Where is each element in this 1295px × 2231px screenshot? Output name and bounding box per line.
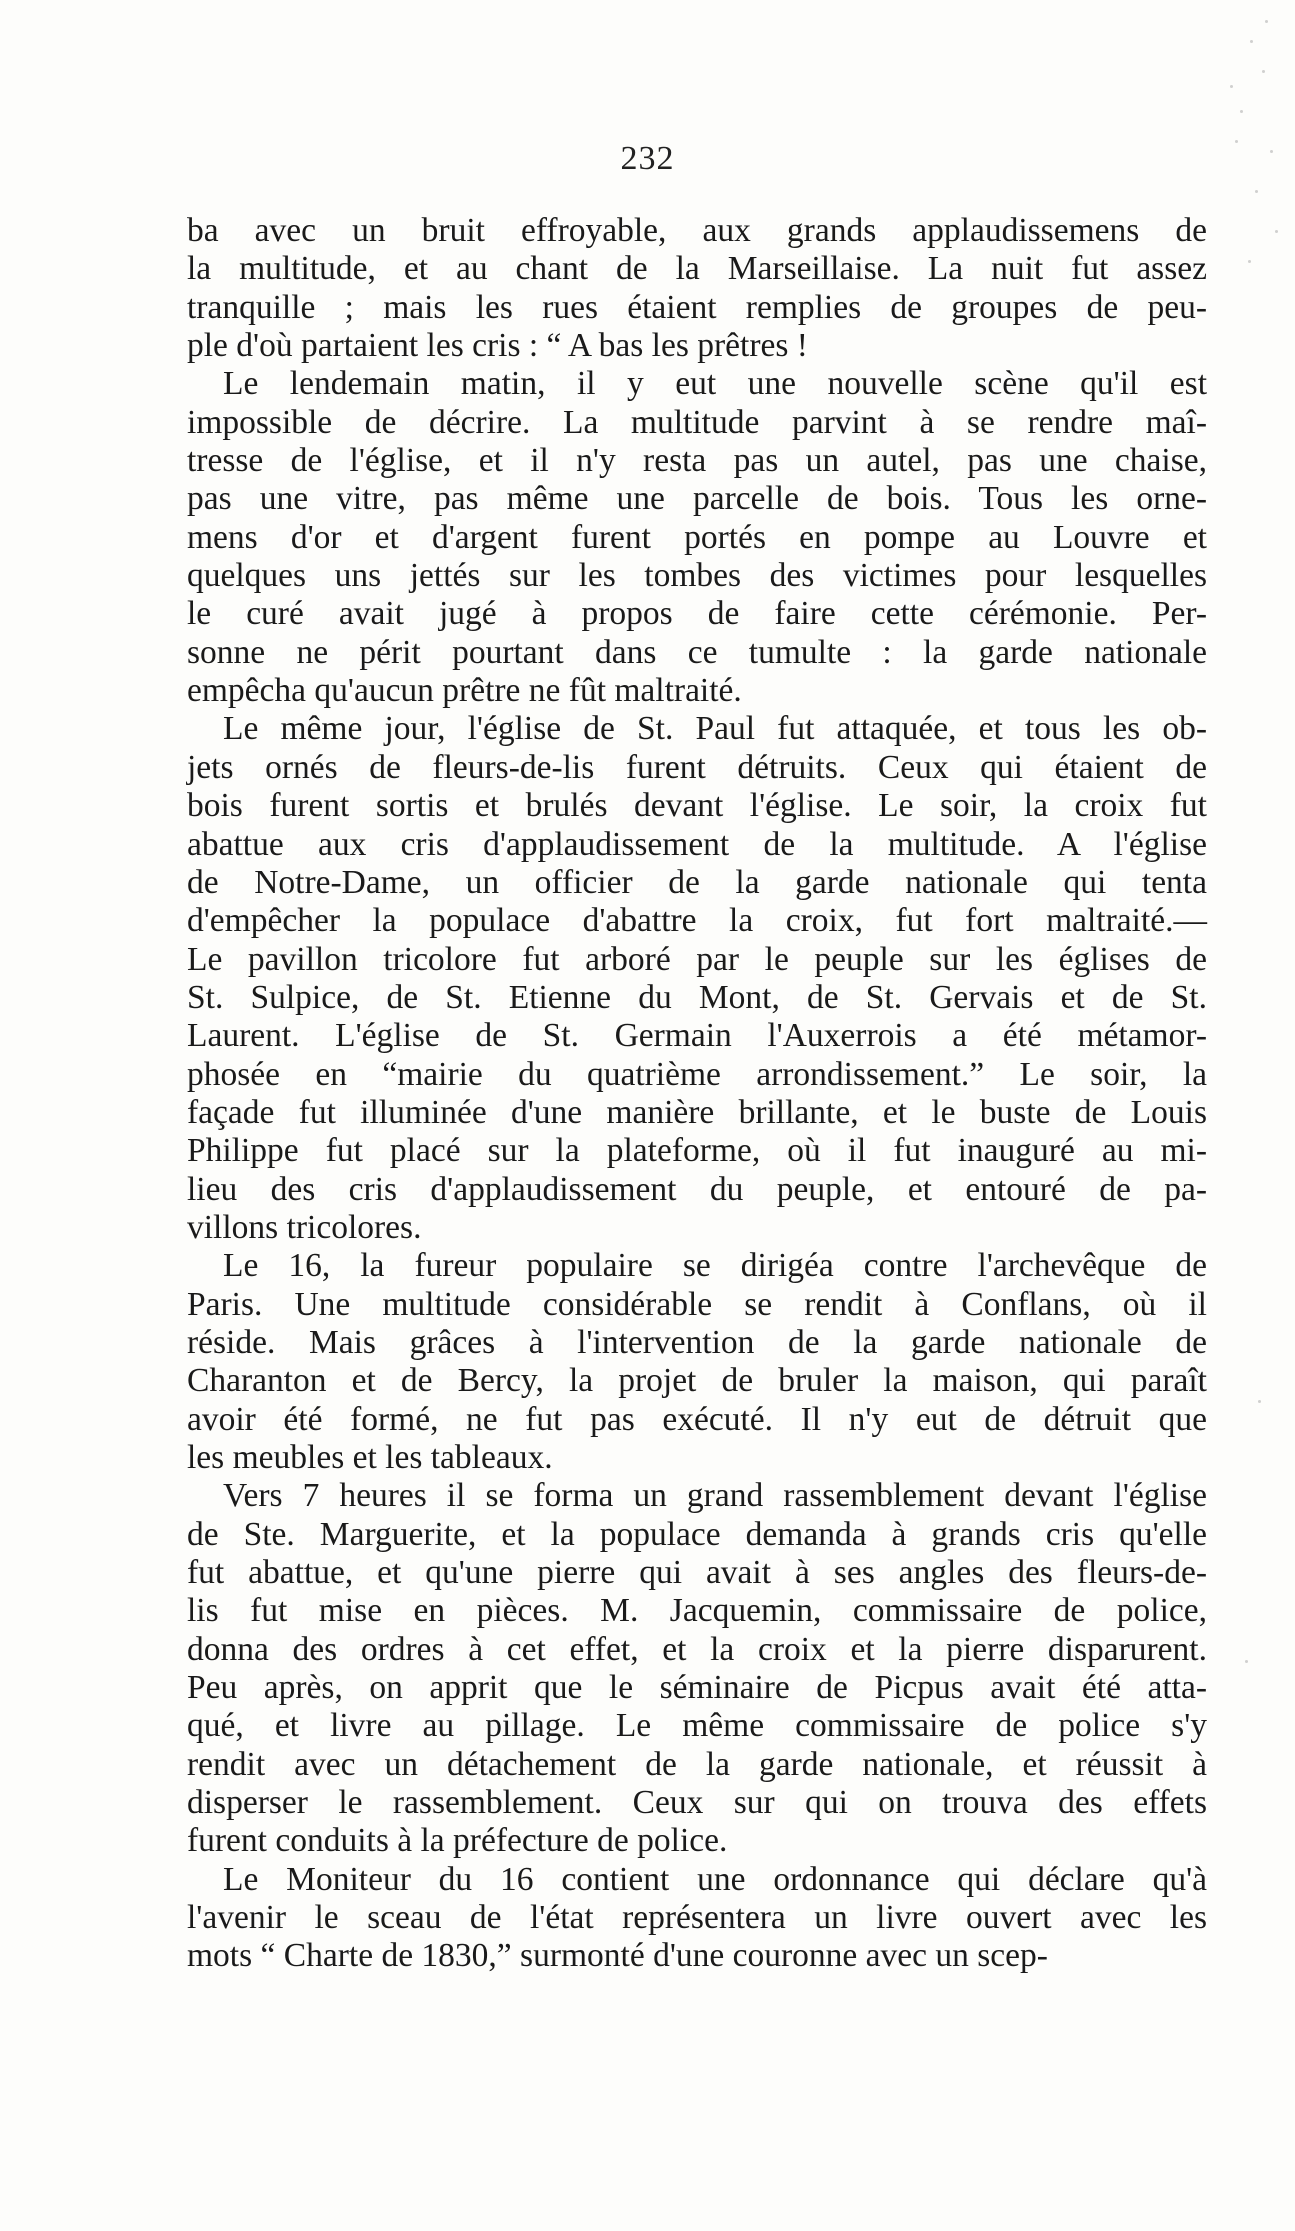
text-line: bois furent sortis et brulés devant l'église. Le soir, la croix fut: [187, 787, 1207, 825]
text-line: Charanton et de Bercy, la projet de bruler la maison, qui paraît: [187, 1362, 1207, 1400]
scan-speckle: [1250, 40, 1253, 43]
text-line: Peu après, on apprit que le séminaire de Picpus avait été atta-: [187, 1669, 1207, 1707]
text-line: sonne ne périt pourtant dans ce tumulte : la garde nationale: [187, 633, 1207, 671]
text-line: Le pavillon tricolore fut arboré par le peuple sur les églises de: [187, 940, 1207, 978]
page-number: 232: [620, 140, 675, 177]
text-line: les meubles et les tableaux.: [187, 1439, 553, 1476]
text-line: Le 16, la fureur populaire se dirigéa contre l'archevêque de: [223, 1247, 1207, 1285]
text-line: fut abattue, et qu'une pierre qui avait à ses angles des fleurs-de-: [187, 1554, 1207, 1592]
text-line: le curé avait jugé à propos de faire cette cérémonie. Per-: [187, 595, 1207, 633]
text-line: d'empêcher la populace d'abattre la croix, fut fort maltraité.—: [187, 902, 1207, 940]
text-line: Vers 7 heures il se forma un grand rassemblement devant l'église: [223, 1477, 1207, 1515]
text-line: pas une vitre, pas même une parcelle de bois. Tous les orne-: [187, 480, 1207, 518]
scan-speckle: [1255, 190, 1258, 193]
text-line: donna des ordres à cet effet, et la croix et la pierre disparurent.: [187, 1630, 1207, 1668]
text-line: jets ornés de fleurs-de-lis furent détruits. Ceux qui étaient de: [187, 748, 1207, 786]
text-line: avoir été formé, ne fut pas exécuté. Il n'y eut de détruit que: [187, 1400, 1207, 1438]
text-line: Le même jour, l'église de St. Paul fut attaquée, et tous les ob-: [223, 710, 1207, 748]
paragraph: [187, 1861, 1207, 1976]
paragraph: [187, 710, 1207, 1247]
text-line: furent conduits à la préfecture de police.: [187, 1822, 728, 1860]
text-line: St. Sulpice, de St. Etienne du Mont, de St. Gervais et de St.: [187, 978, 1207, 1016]
text-line: quelques uns jettés sur les tombes des victimes pour lesquelles: [187, 557, 1207, 595]
text-line: l'avenir le sceau de l'état représentera un livre ouvert avec les: [187, 1899, 1207, 1937]
text-line: de Ste. Marguerite, et la populace demanda à grands cris qu'elle: [187, 1515, 1207, 1553]
paragraph: [187, 1247, 1207, 1477]
text-line: lis fut mise en pièces. M. Jacquemin, commissaire de police,: [187, 1592, 1207, 1630]
text-line: tranquille ; mais les rues étaient remplies de groupes de peu-: [187, 288, 1207, 326]
text-line: tresse de l'église, et il n'y resta pas un autel, pas une chaise,: [187, 442, 1207, 480]
text-line: ba avec un bruit effroyable, aux grands applaudissemens de: [187, 212, 1207, 249]
scan-speckle: [1275, 230, 1278, 233]
text-line: ple d'où partaient les cris : “ A bas les prêtres !: [187, 327, 808, 365]
scan-speckle: [1270, 150, 1273, 153]
text-line: mens d'or et d'argent furent portés en pompe au Louvre et: [187, 518, 1207, 556]
scan-speckle: [1262, 70, 1265, 73]
text-line: Le Moniteur du 16 contient une ordonnance qui déclare qu'à: [223, 1860, 1207, 1898]
text-line: rendit avec un détachement de la garde nationale, et réussit à: [187, 1745, 1207, 1783]
text-line: Paris. Une multitude considérable se rendit à Conflans, où il: [187, 1285, 1207, 1323]
text-line: lieu des cris d'applaudissement du peuple, et entouré de pa-: [187, 1170, 1207, 1208]
text-line: Le lendemain matin, il y eut une nouvelle scène qu'il est: [223, 365, 1207, 403]
text-line: abattue aux cris d'applaudissement de la multitude. A l'église: [187, 825, 1207, 863]
text-line: phosée en “mairie du quatrième arrondissement.” Le soir, la: [187, 1055, 1207, 1093]
scan-speckle: [1230, 85, 1233, 88]
text-line: la multitude, et au chant de la Marseillaise. La nuit fut assez: [187, 250, 1207, 288]
scan-speckle: [1258, 1400, 1261, 1403]
paragraph: [187, 365, 1207, 710]
scan-speckle: [1235, 140, 1238, 143]
text-line: Philippe fut placé sur la plateforme, où il fut inauguré au mi-: [187, 1132, 1207, 1170]
scan-speckle: [1245, 1660, 1248, 1663]
scan-speckle: [1240, 110, 1243, 113]
scan-speckle: [1248, 260, 1251, 263]
text-line: villons tricolores.: [187, 1208, 422, 1246]
scan-speckle: [1265, 20, 1268, 23]
paragraph: [187, 1477, 1207, 1860]
text-line: mots “ Charte de 1830,” surmonté d'une couronne avec un scep-: [187, 1937, 1048, 1975]
paragraph: [187, 212, 1207, 365]
text-line: Laurent. L'église de St. Germain l'Auxerrois a été métamor-: [187, 1017, 1207, 1055]
text-line: qué, et livre au pillage. Le même commissaire de police s'y: [187, 1707, 1207, 1745]
text-line: de Notre-Dame, un officier de la garde nationale qui tenta: [187, 863, 1207, 901]
text-line: réside. Mais grâces à l'intervention de la garde nationale de: [187, 1323, 1207, 1361]
text-line: façade fut illuminée d'une manière brillante, et le buste de Louis: [187, 1093, 1207, 1131]
text-line: impossible de décrire. La multitude parvint à se rendre maî-: [187, 403, 1207, 441]
body-text: [187, 212, 1207, 1976]
text-line: disperser le rassemblement. Ceux sur qui on trouva des effets: [187, 1784, 1207, 1822]
text-line: empêcha qu'aucun prêtre ne fût maltraité.: [187, 672, 742, 710]
